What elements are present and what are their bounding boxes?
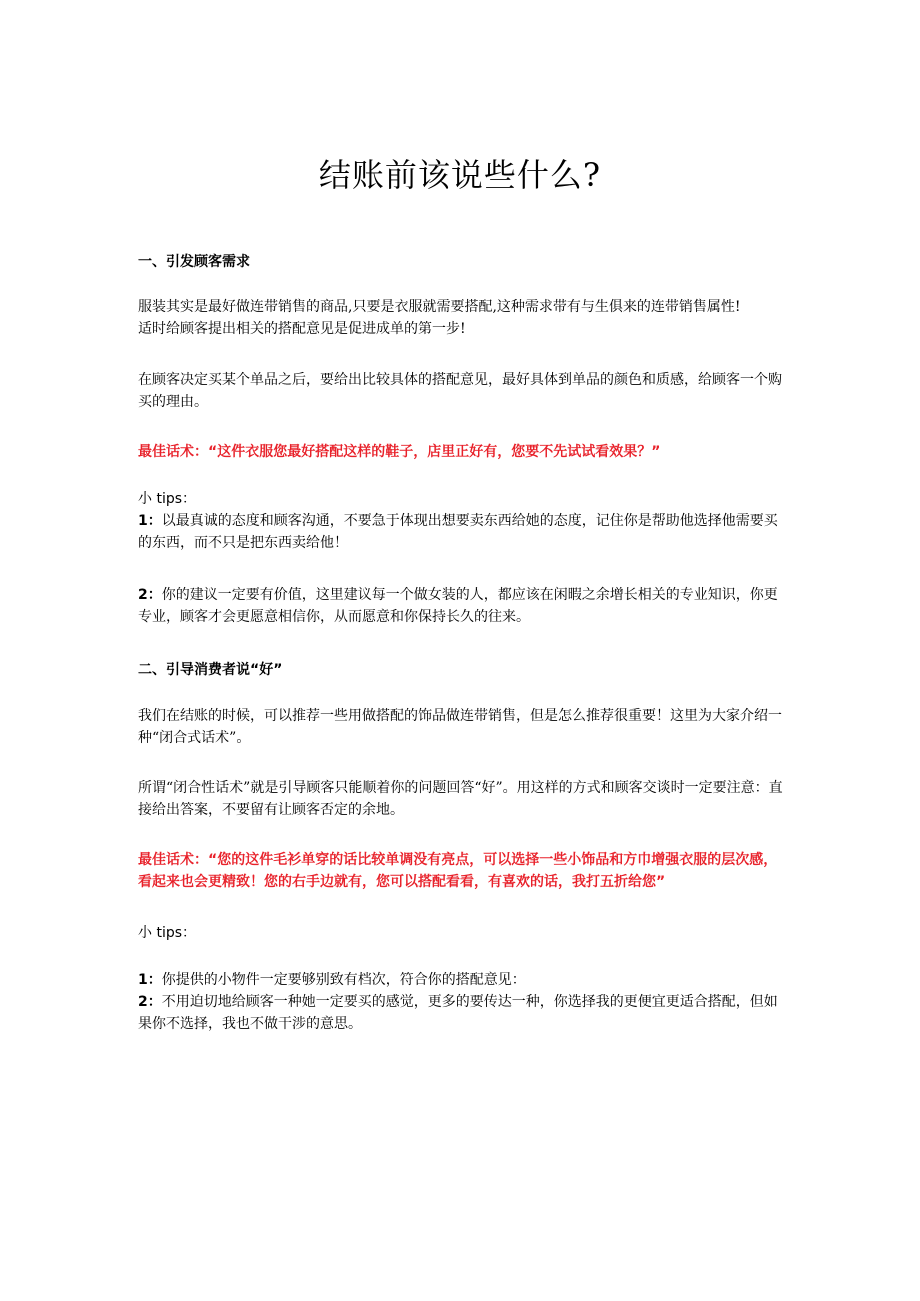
section2-tips-label: 小 tips： [138, 925, 197, 941]
tip-number: 2： [138, 587, 162, 603]
section1-tip2 [138, 584, 788, 628]
section2-para2: 所谓“闭合性话术”就是引导顾客只能顺着你的问题回答“好”。用这样的方式和顾客交谈时一定要注意：直接给出答案，不要留有让顾客否定的余地。 [138, 780, 783, 818]
section2-best-phrase: 最佳话术：“您的这件毛衫单穿的话比较单调没有亮点，可以选择一些小饰品和方巾增强衣服的层次感，看起来也会更精致！您的右手边就有，您可以搭配看看，有喜欢的话，我打五折给您” [138, 852, 778, 890]
section1-para1-line2: 适时给顾客提出相关的搭配意见是促进成单的第一步! [138, 321, 466, 337]
tip-text: 以最真诚的态度和顾客沟通，不要急于体现出想要卖东西给她的态度，记住你是帮助他选择他需要买的东西，而不只是把东西卖给他！ [138, 513, 778, 551]
page-title: 结账前该说些什么? [318, 156, 602, 194]
tip-item [138, 969, 788, 991]
section1-para2: 在顾客决定买某个单品之后，要给出比较具体的搭配意见，最好具体到单品的颜色和质感，给顾客一个购买的理由。 [138, 372, 782, 410]
tips-label: 小 tips： [138, 491, 197, 507]
tip-text: 不用迫切地给顾客一种她一定要买的感觉，更多的要传达一种，你选择我的更便宜更适合搭配，但如果你不选择，我也不做干涉的意思。 [138, 994, 778, 1032]
tip-number: 1： [138, 513, 162, 529]
section1-tips [138, 488, 788, 554]
tip-number: 2： [138, 994, 162, 1010]
tip-item [138, 510, 788, 554]
tip-item [138, 991, 788, 1035]
section-heading-2: 二、引导消费者说“好” [138, 662, 283, 678]
section1-best-phrase: 最佳话术：“这件衣服您最好搭配这样的鞋子，店里正好有，您要不先试试看效果？” [138, 444, 661, 460]
tip-text: 你的建议一定要有价值，这里建议每一个做女装的人，都应该在闲暇之余增长相关的专业知识，你更专业，顾客才会更愿意相信你，从而愿意和你保持长久的往来。 [138, 587, 778, 625]
tip-text: 你提供的小物件一定要够别致有档次，符合你的搭配意见： [161, 972, 526, 988]
section-heading-1: 一、引发顾客需求 [138, 254, 250, 270]
section2-tips [138, 969, 788, 1035]
section2-para1: 我们在结账的时候，可以推荐一些用做搭配的饰品做连带销售，但是怎么推荐很重要！这里为大家介绍一种“闭合式话术”。 [138, 708, 782, 746]
tip-number: 1： [138, 972, 162, 988]
section1-para1-line1: 服装其实是最好做连带销售的商品,只要是衣服就需要搭配,这种需求带有与生俱来的连带销售属性! [138, 299, 741, 315]
section1-para1 [138, 296, 788, 340]
